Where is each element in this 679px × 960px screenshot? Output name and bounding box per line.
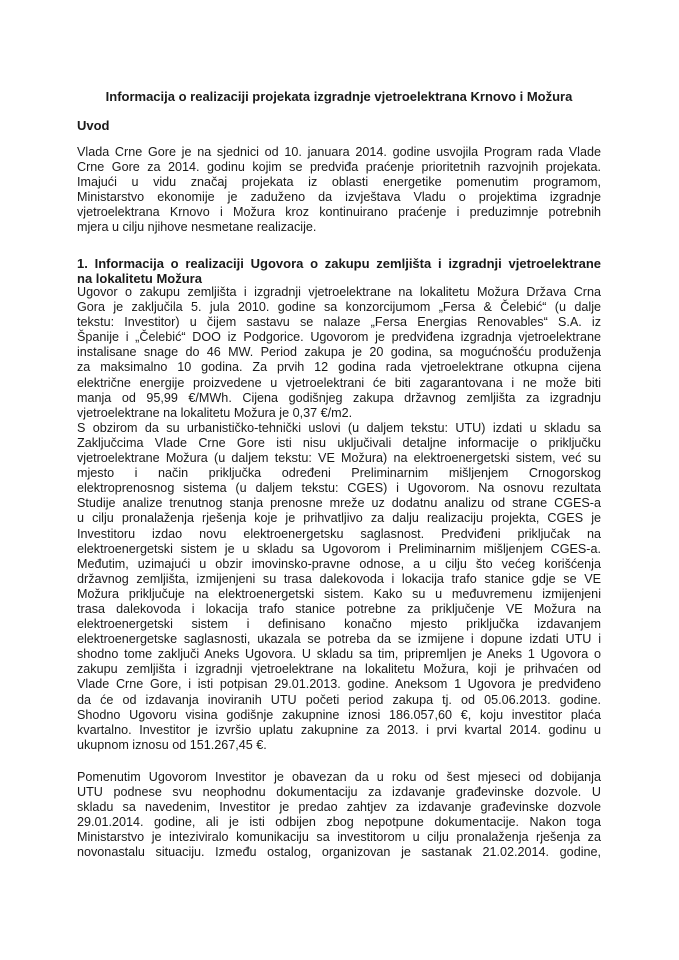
paragraph-line: manja od 95,99 €/MWh. Cijena godišnjeg zakupa državnog zemljišta za izgradnju (77, 390, 601, 405)
paragraph-line: Vlade Crne Gore, i isti potpisan 29.01.2013. godine. Aneksom 1 Ugovora je predviđeno (77, 677, 601, 692)
paragraph-line: skladu sa navedenim, Investitor je predao zahtjev za izdavanje građevinske dozvole (77, 800, 601, 815)
paragraph-line: vjetroelektrane Možura (u daljem tekstu: VE Možura) na elektroenergetski sistem, već su (77, 451, 601, 466)
heading-line: na lokalitetu Možura (77, 271, 202, 286)
paragraph-line: shodno tome zaključi Aneks Ugovora. U skladu sa tim, pripremljen je Aneks 1 Ugovora o (77, 647, 601, 662)
section-1-heading (77, 256, 601, 286)
intro-heading: Uvod (77, 118, 110, 133)
section-1-paragraph (77, 285, 601, 753)
paragraph-line: elektroenergetske saglasnosti, ukazala se potreba da se izmijene i dopune izdati UTU i (77, 632, 601, 647)
paragraph-line: kvartalno. Investitor je izvršio uplatu zakupnine za 2013. i prvi kvartal 2014. godinu u (77, 722, 601, 737)
paragraph-line: Ugovor o zakupu zemljišta i izgradnji vjetroelektrane na lokalitetu Možura Država Crna (77, 285, 601, 299)
paragraph-line: UTU podnese svu neophodnu dokumentaciju za izdavanje građevinske dozvole. U (77, 785, 601, 800)
paragraph-line: Pomenutim Ugovorom Investitor je obavezan da u roku od šest mjeseci od dobijanja (77, 770, 601, 784)
paragraph-line: Međutim, uzimajući u obzir imovinsko-pravne odnose, a u cilju što većeg korišćenja (77, 556, 601, 571)
paragraph-line: trasa dalekovoda i lokacija trafo stanice potrebne za priključenje VE Možura na (77, 601, 601, 616)
paragraph-line: S obzirom da su urbanističko-tehnički uslovi (u daljem tekstu: UTU) izdati u skladu sa (77, 420, 601, 435)
paragraph-line: Ministarstvo ekonomije je zaduženo da izvještava Vladu o projektima izgradnje (77, 190, 601, 205)
paragraph-line: Ministarstvo je inteziviralo komunikaciju sa investitorom u cilju pronalaženja rješenja za (77, 830, 601, 845)
paragraph-line: Vlada Crne Gore je na sjednici od 10. januara 2014. godine usvojila Program rada Vlade (77, 145, 601, 159)
paragraph-line: Crne Gore za 2014. godinu kojim se predviđa praćenje prioritetnih razvojnih projekata. (77, 160, 601, 175)
paragraph-line: elektroprenosnog sistema (u daljem tekstu: CGES) i Ugovorom. Na osnovu rezultata (77, 481, 601, 496)
paragraph-line: električne energije proizvedene u vjetroelektrani će biti zagarantovana i ne može biti (77, 375, 601, 390)
paragraph-line: ukupnom iznosu od 151.267,45 €. (77, 737, 267, 752)
paragraph-line: mjera u cilju njihove nesmetane realizacije. (77, 220, 317, 235)
paragraph-line: vjetroelektrana Krnovo i Možura kroz kontinuirano praćenje i preduzimnje potrebnih (77, 205, 601, 220)
paragraph-line: Studije analize trenutnog stanja prenosne mreže uz dodatnu analizu od strane CGES-a (77, 496, 601, 511)
paragraph-line: 29.01.2014. godine, ali je isti odbijen zbog nepotpune dokumentacije. Nakon toga (77, 815, 601, 830)
intro-paragraph (77, 145, 601, 236)
paragraph-line: mjesto i način priključka određeni Preliminarnim mišljenjem Crnogorskog (77, 466, 601, 481)
paragraph-line: državnog zemljišta, izmijenjeni su trasa dalekovoda i lokacija trafo stanice gdje se VE (77, 571, 601, 586)
paragraph-line: elektroenergetski sistem i definisano konačno mjesto priključka izdavanjem (77, 617, 601, 632)
paragraph-line: Shodno Ugovoru visina godišnje zakupnine iznosi 186.057,60 €, koju investitor plaća (77, 707, 601, 722)
paragraph-line: u cilju pronalaženja rješenja koje je prihvatljivo za dalju realizaciju projekta, CGES je (77, 511, 601, 526)
paragraph-line: Gora je zaključila 5. jula 2010. godine sa konzorcijumom „Fersa & Čelebić“ (u dalje (77, 300, 601, 315)
paragraph-line: instalisane snage do 46 MW. Period zakupa je 20 godina, sa mogućnošću produženja (77, 345, 601, 360)
paragraph-line: za maksimalno 10 godina. Za prvih 12 godina rada vjetroelektrane otkupna cijena (77, 360, 601, 375)
paragraph-line: Zaključcima Vlade Crne Gore isti nisu uključivali detaljne informacije o priključku (77, 435, 601, 450)
paragraph-line: elektroenergetski sistem je u skladu sa Ugovorom i Preliminarnim mišljenjem CGES-a. (77, 541, 601, 556)
paragraph-line: Možura priključuje na elektroenergetski sistem. Kako su u međuvremenu izmijenjeni (77, 586, 601, 601)
section-1-continued-paragraph (77, 770, 601, 861)
paragraph-line: Investitoru izdao novu elektroenergetsku saglasnost. Predviđeni priključak na (77, 526, 601, 541)
document-title: Informacija o realizaciji projekata izgradnje vjetroelektrana Krnovo i Možura (105, 89, 573, 104)
paragraph-line: Španije i „Čelebić“ DOO iz Podgorice. Ugovorom je predviđena izgradnja vjetroelektrane (77, 330, 601, 345)
paragraph-line: da će od izdavanja inoviranih UTU početi period zakupa tj. od 05.06.2013. godine. (77, 692, 601, 707)
paragraph-line: tekstu: Investitor) u čijem sastavu se nalaze „Fersa Energias Renovables“ S.A. iz (77, 315, 601, 330)
paragraph-line: vjetroelektrane na lokalitetu Možura je 0,37 €/m2. (77, 405, 353, 420)
paragraph-line: Imajući u vidu značaj projekata iz oblasti energetike pomenutim programom, (77, 175, 601, 190)
heading-line: 1. Informacija o realizaciji Ugovora o zakupu zemljišta i izgradnji vjetroelektrane (77, 256, 601, 271)
paragraph-line: novonastalu situaciju. Između ostalog, organizovan je sastanak 21.02.2014. godine, (77, 845, 601, 860)
paragraph-line: zakupu zemljišta i izgradnji vjetroelektrane na lokalitetu Možura, koji je prihvaćen od (77, 662, 601, 677)
